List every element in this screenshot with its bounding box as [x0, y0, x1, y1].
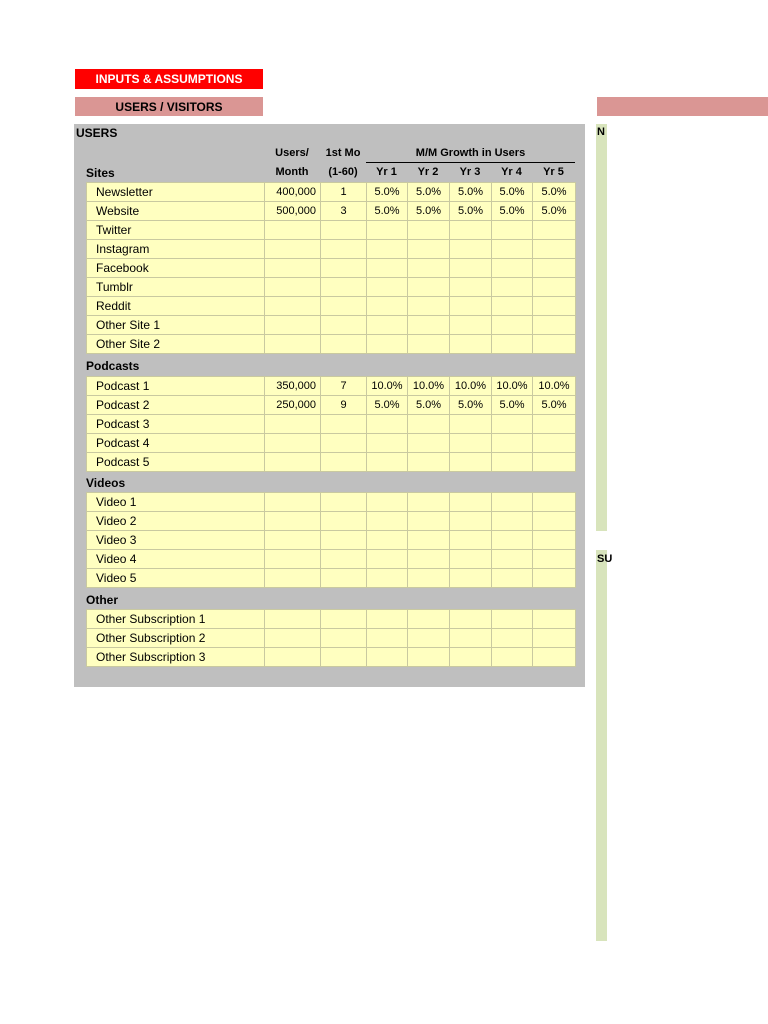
first-month-cell[interactable] — [321, 629, 367, 648]
growth-yr1-cell[interactable] — [367, 648, 408, 667]
other-table — [86, 609, 576, 667]
first-month-cell[interactable] — [321, 415, 367, 434]
growth-yr3-cell[interactable] — [450, 278, 492, 297]
growth-yr4-cell[interactable] — [492, 453, 533, 472]
growth-yr5-cell[interactable]: 5.0% — [533, 396, 576, 415]
growth-yr3-cell[interactable]: 10.0% — [450, 377, 492, 396]
growth-yr2-cell[interactable] — [408, 278, 450, 297]
growth-yr1-cell[interactable] — [367, 415, 408, 434]
growth-yr4-cell[interactable] — [492, 415, 533, 434]
growth-yr4-cell[interactable]: 5.0% — [492, 202, 533, 221]
table-row — [87, 259, 576, 278]
growth-yr5-cell[interactable] — [533, 415, 576, 434]
table-row — [87, 569, 576, 588]
row-label: Facebook — [87, 259, 265, 278]
podcasts-table — [86, 376, 576, 472]
table-row — [87, 396, 576, 415]
first-month-cell[interactable]: 7 — [321, 377, 367, 396]
growth-yr1-cell[interactable] — [367, 240, 408, 259]
table-row — [87, 512, 576, 531]
row-label: Website — [87, 202, 265, 221]
row-label: Other Site 2 — [87, 335, 265, 354]
growth-yr2-cell[interactable] — [408, 221, 450, 240]
growth-yr3-cell[interactable] — [450, 415, 492, 434]
growth-yr2-cell[interactable] — [408, 550, 450, 569]
growth-yr5-cell[interactable] — [533, 434, 576, 453]
users-month-cell[interactable] — [265, 531, 321, 550]
growth-yr2-cell[interactable]: 10.0% — [408, 377, 450, 396]
table-row — [87, 316, 576, 335]
growth-yr3-cell[interactable] — [450, 221, 492, 240]
growth-yr2-cell[interactable] — [408, 434, 450, 453]
growth-yr5-cell[interactable] — [533, 335, 576, 354]
right-panel-label-1: N — [597, 126, 605, 138]
year-header: Yr 1 — [376, 166, 397, 178]
growth-yr4-cell[interactable] — [492, 569, 533, 588]
row-label: Podcast 4 — [87, 434, 265, 453]
table-row — [87, 610, 576, 629]
growth-yr5-cell[interactable] — [533, 569, 576, 588]
table-row — [87, 335, 576, 354]
growth-yr2-cell[interactable] — [408, 610, 450, 629]
growth-yr5-cell[interactable] — [533, 316, 576, 335]
growth-yr2-cell[interactable] — [408, 512, 450, 531]
growth-yr1-cell[interactable]: 5.0% — [367, 396, 408, 415]
growth-yr2-cell[interactable] — [408, 629, 450, 648]
users-month-cell[interactable] — [265, 648, 321, 667]
table-row — [87, 648, 576, 667]
users-month-cell[interactable] — [265, 629, 321, 648]
year-header: Yr 4 — [501, 166, 522, 178]
users-month-cell[interactable] — [265, 493, 321, 512]
row-label: Other Subscription 2 — [87, 629, 265, 648]
row-label: Video 1 — [87, 493, 265, 512]
table-row — [87, 434, 576, 453]
growth-yr2-cell[interactable] — [408, 335, 450, 354]
growth-yr5-cell[interactable] — [533, 512, 576, 531]
first-month-cell[interactable] — [321, 569, 367, 588]
growth-yr1-cell[interactable] — [367, 569, 408, 588]
growth-yr3-cell[interactable] — [450, 335, 492, 354]
row-label: Newsletter — [87, 183, 265, 202]
growth-yr1-cell[interactable] — [367, 550, 408, 569]
first-month-cell[interactable] — [321, 648, 367, 667]
growth-yr2-cell[interactable] — [408, 240, 450, 259]
first-month-cell[interactable] — [321, 221, 367, 240]
row-label: Instagram — [87, 240, 265, 259]
users-month-cell[interactable] — [265, 453, 321, 472]
row-label: Reddit — [87, 297, 265, 316]
first-month-cell[interactable] — [321, 278, 367, 297]
videos-table — [86, 492, 576, 588]
growth-yr1-cell[interactable] — [367, 531, 408, 550]
growth-yr4-cell[interactable] — [492, 512, 533, 531]
growth-yr3-cell[interactable] — [450, 648, 492, 667]
growth-yr1-cell[interactable] — [367, 335, 408, 354]
row-label: Video 2 — [87, 512, 265, 531]
users-month-cell[interactable] — [265, 335, 321, 354]
growth-yr4-cell[interactable] — [492, 629, 533, 648]
growth-yr1-cell[interactable]: 10.0% — [367, 377, 408, 396]
growth-yr5-cell[interactable] — [533, 297, 576, 316]
growth-yr1-cell[interactable]: 5.0% — [367, 183, 408, 202]
growth-yr4-cell[interactable] — [492, 531, 533, 550]
growth-yr4-cell[interactable] — [492, 550, 533, 569]
users-month-cell[interactable] — [265, 316, 321, 335]
growth-yr2-cell[interactable] — [408, 531, 450, 550]
users-month-cell[interactable]: 500,000 — [265, 202, 321, 221]
users-month-cell[interactable] — [265, 259, 321, 278]
growth-yr2-cell[interactable]: 5.0% — [408, 183, 450, 202]
table-row — [87, 531, 576, 550]
growth-yr2-cell[interactable] — [408, 259, 450, 278]
users-month-cell[interactable]: 250,000 — [265, 396, 321, 415]
table-row — [87, 183, 576, 202]
growth-yr3-cell[interactable] — [450, 550, 492, 569]
first-month-cell[interactable] — [321, 259, 367, 278]
row-label: Other Subscription 1 — [87, 610, 265, 629]
first-month-cell[interactable]: 9 — [321, 396, 367, 415]
right-panel-strip-2 — [596, 550, 613, 941]
users-month-cell[interactable]: 350,000 — [265, 377, 321, 396]
growth-yr1-cell[interactable] — [367, 221, 408, 240]
table-row — [87, 550, 576, 569]
growth-yr5-cell[interactable] — [533, 550, 576, 569]
growth-yr2-cell[interactable] — [408, 453, 450, 472]
growth-yr3-cell[interactable]: 5.0% — [450, 202, 492, 221]
right-panel-label-2: SU — [597, 553, 613, 565]
growth-header-underline — [366, 162, 575, 163]
growth-yr4-cell[interactable] — [492, 610, 533, 629]
growth-yr3-cell[interactable] — [450, 434, 492, 453]
growth-yr5-cell[interactable]: 5.0% — [533, 183, 576, 202]
category-sites: Sites — [86, 166, 115, 180]
growth-yr2-cell[interactable] — [408, 648, 450, 667]
growth-yr4-cell[interactable] — [492, 316, 533, 335]
table-row — [87, 240, 576, 259]
growth-yr5-cell[interactable] — [533, 221, 576, 240]
row-label: Video 4 — [87, 550, 265, 569]
category-podcasts: Podcasts — [86, 359, 140, 373]
first-month-cell[interactable] — [321, 512, 367, 531]
growth-yr4-cell[interactable]: 5.0% — [492, 396, 533, 415]
first-month-cell[interactable] — [321, 335, 367, 354]
row-label: Podcast 3 — [87, 415, 265, 434]
row-label: Video 5 — [87, 569, 265, 588]
growth-yr2-cell[interactable] — [408, 415, 450, 434]
right-section-banner — [597, 97, 768, 116]
right-panel-strip-1 — [596, 124, 607, 531]
growth-yr3-cell[interactable] — [450, 531, 492, 550]
growth-yr4-cell[interactable] — [492, 335, 533, 354]
first-month-cell[interactable] — [321, 550, 367, 569]
growth-yr4-cell[interactable] — [492, 648, 533, 667]
sites-table — [86, 182, 576, 354]
growth-yr5-cell[interactable] — [533, 453, 576, 472]
first-month-cell[interactable] — [321, 493, 367, 512]
first-month-cell[interactable]: 3 — [321, 202, 367, 221]
growth-yr5-cell[interactable] — [533, 240, 576, 259]
growth-yr4-cell[interactable] — [492, 278, 533, 297]
growth-yr3-cell[interactable]: 5.0% — [450, 396, 492, 415]
row-label: Other Subscription 3 — [87, 648, 265, 667]
growth-yr3-cell[interactable] — [450, 316, 492, 335]
growth-yr3-cell[interactable] — [450, 569, 492, 588]
growth-yr5-cell[interactable] — [533, 629, 576, 648]
first-month-cell[interactable] — [321, 316, 367, 335]
inputs-assumptions-banner: INPUTS & ASSUMPTIONS — [75, 69, 263, 89]
growth-yr1-cell[interactable] — [367, 493, 408, 512]
growth-yr5-cell[interactable]: 10.0% — [533, 377, 576, 396]
first-month-cell[interactable] — [321, 453, 367, 472]
growth-yr3-cell[interactable] — [450, 512, 492, 531]
users-month-cell[interactable] — [265, 278, 321, 297]
growth-yr1-cell[interactable]: 5.0% — [367, 202, 408, 221]
growth-yr4-cell[interactable] — [492, 434, 533, 453]
users-visitors-banner: USERS / VISITORS — [75, 97, 263, 116]
growth-yr3-cell[interactable] — [450, 259, 492, 278]
table-row — [87, 415, 576, 434]
growth-yr1-cell[interactable] — [367, 278, 408, 297]
table-row — [87, 377, 576, 396]
growth-yr2-cell[interactable] — [408, 493, 450, 512]
users-month-cell[interactable] — [265, 512, 321, 531]
first-month-cell[interactable]: 1 — [321, 183, 367, 202]
growth-yr3-cell[interactable] — [450, 453, 492, 472]
growth-yr2-cell[interactable]: 5.0% — [408, 202, 450, 221]
growth-yr1-cell[interactable] — [367, 453, 408, 472]
growth-yr1-cell[interactable] — [367, 316, 408, 335]
users-month-cell[interactable] — [265, 550, 321, 569]
growth-yr5-cell[interactable] — [533, 278, 576, 297]
growth-yr4-cell[interactable] — [492, 493, 533, 512]
users-month-header-line2: Month — [275, 166, 309, 178]
first-month-cell[interactable] — [321, 297, 367, 316]
row-label: Other Site 1 — [87, 316, 265, 335]
growth-yr5-cell[interactable] — [533, 648, 576, 667]
growth-yr5-cell[interactable] — [533, 259, 576, 278]
growth-yr3-cell[interactable] — [450, 493, 492, 512]
growth-header: M/M Growth in Users — [415, 147, 526, 159]
table-row — [87, 493, 576, 512]
table-row — [87, 297, 576, 316]
growth-yr5-cell[interactable] — [533, 531, 576, 550]
users-month-cell[interactable]: 400,000 — [265, 183, 321, 202]
table-row — [87, 453, 576, 472]
table-row — [87, 629, 576, 648]
category-videos: Videos — [86, 476, 126, 490]
growth-yr4-cell[interactable] — [492, 240, 533, 259]
growth-yr1-cell[interactable] — [367, 259, 408, 278]
growth-yr4-cell[interactable]: 10.0% — [492, 377, 533, 396]
users-month-cell[interactable] — [265, 415, 321, 434]
growth-yr2-cell[interactable]: 5.0% — [408, 396, 450, 415]
panel-title: USERS — [76, 126, 118, 140]
year-header: Yr 3 — [459, 166, 481, 178]
growth-yr3-cell[interactable]: 5.0% — [450, 183, 492, 202]
users-month-cell[interactable] — [265, 240, 321, 259]
users-month-cell[interactable] — [265, 434, 321, 453]
first-month-cell[interactable] — [321, 434, 367, 453]
growth-yr1-cell[interactable] — [367, 297, 408, 316]
first-month-header-line1: 1st Mo — [325, 147, 361, 159]
growth-yr4-cell[interactable] — [492, 259, 533, 278]
growth-yr4-cell[interactable] — [492, 221, 533, 240]
table-row — [87, 278, 576, 297]
table-row — [87, 221, 576, 240]
row-label: Tumblr — [87, 278, 265, 297]
growth-yr1-cell[interactable] — [367, 629, 408, 648]
growth-yr2-cell[interactable] — [408, 297, 450, 316]
growth-yr1-cell[interactable] — [367, 434, 408, 453]
category-other: Other — [86, 593, 119, 607]
first-month-cell[interactable] — [321, 531, 367, 550]
users-month-cell[interactable] — [265, 221, 321, 240]
users-month-cell[interactable] — [265, 569, 321, 588]
year-header: Yr 2 — [417, 166, 439, 178]
row-label: Podcast 2 — [87, 396, 265, 415]
first-month-cell[interactable] — [321, 610, 367, 629]
growth-yr5-cell[interactable] — [533, 610, 576, 629]
first-month-cell[interactable] — [321, 240, 367, 259]
growth-yr5-cell[interactable] — [533, 493, 576, 512]
users-month-cell[interactable] — [265, 610, 321, 629]
row-label: Twitter — [87, 221, 265, 240]
users-month-header-line1: Users/ — [275, 147, 309, 159]
growth-yr4-cell[interactable] — [492, 297, 533, 316]
growth-yr1-cell[interactable] — [367, 512, 408, 531]
growth-yr3-cell[interactable] — [450, 297, 492, 316]
growth-yr2-cell[interactable] — [408, 569, 450, 588]
row-label: Podcast 5 — [87, 453, 265, 472]
growth-yr3-cell[interactable] — [450, 610, 492, 629]
row-label: Video 3 — [87, 531, 265, 550]
row-label: Podcast 1 — [87, 377, 265, 396]
growth-yr1-cell[interactable] — [367, 610, 408, 629]
users-month-cell[interactable] — [265, 297, 321, 316]
table-row — [87, 202, 576, 221]
first-month-header-line2: (1-60) — [328, 166, 358, 178]
growth-yr5-cell[interactable]: 5.0% — [533, 202, 576, 221]
growth-yr2-cell[interactable] — [408, 316, 450, 335]
growth-yr3-cell[interactable] — [450, 629, 492, 648]
year-header: Yr 5 — [543, 166, 564, 178]
growth-yr4-cell[interactable]: 5.0% — [492, 183, 533, 202]
growth-yr3-cell[interactable] — [450, 240, 492, 259]
